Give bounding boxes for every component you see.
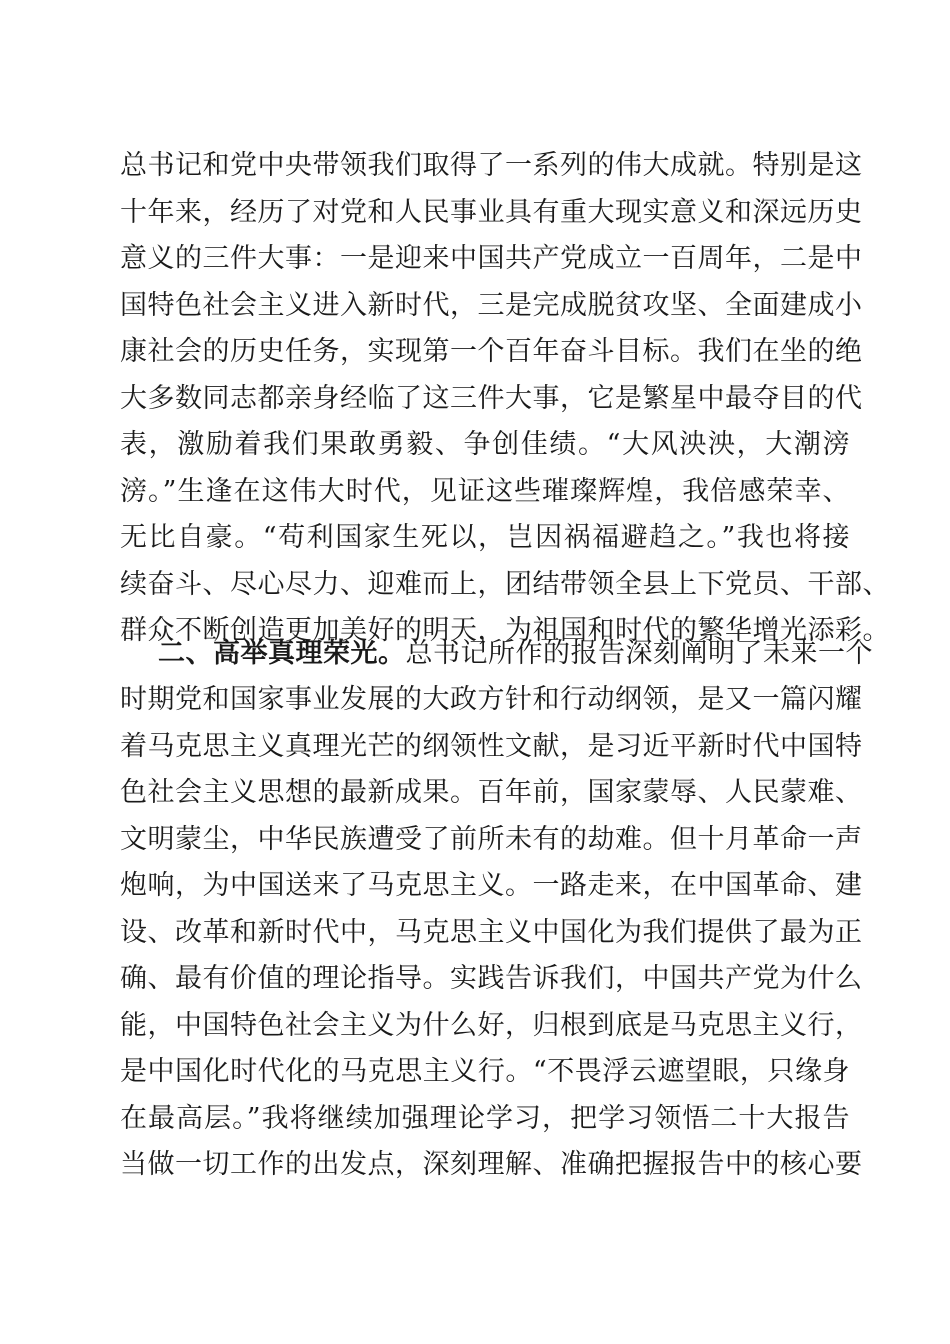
- section-2-line-10: 是中国化时代化的马克思主义行。“不畏浮云遮望眼，只缘身: [120, 1056, 850, 1087]
- text-line-10: 续奋斗、尽心尽力、迎难而上，团结带领全县上下党员、干部、: [120, 569, 890, 600]
- section-2-heading: 二、高举真理荣光。: [158, 638, 406, 669]
- section-2-first-line: [158, 631, 873, 677]
- text-line-4: 国特色社会主义进入新时代，三是完成脱贫攻坚、全面建成小: [120, 290, 863, 321]
- section-2-line-3: 着马克思主义真理光芒的纲领性文献，是习近平新时代中国特: [120, 731, 863, 762]
- text-line-11: 群众不断创造更加美好的明天，为祖国和时代的繁华增光添彩。: [120, 615, 890, 646]
- text-line-3: 意义的三件大事：一是迎来中国共产党成立一百周年，二是中: [120, 243, 863, 274]
- section-2-line-12: 当做一切工作的出发点，深刻理解、准确把握报告中的核心要: [120, 1149, 863, 1180]
- text-line-8: 滂。”生逢在这伟大时代，见证这些璀璨辉煌，我倍感荣幸、: [120, 476, 850, 507]
- text-line-2: 十年来，经历了对党和人民事业具有重大现实意义和深远历史: [120, 197, 863, 228]
- text-line-5: 康社会的历史任务，实现第一个百年奋斗目标。我们在坐的绝: [120, 336, 863, 367]
- section-2-line-4: 色社会主义思想的最新成果。百年前，国家蒙辱、人民蒙难、: [120, 777, 863, 808]
- section-2-line-9: 能，中国特色社会主义为什么好，归根到底是马克思主义行，: [120, 1010, 863, 1041]
- text-line-9: 无比自豪。“苟利国家生死以，岂因祸福避趋之。”我也将接: [120, 522, 850, 553]
- text-line-7: 表，激励着我们果敢勇毅、争创佳绩。“大风泱泱，大潮滂: [120, 429, 850, 460]
- section-2-line-2: 时期党和国家事业发展的大政方针和行动纲领，是又一篇闪耀: [120, 684, 863, 715]
- section-2-line-6: 炮响，为中国送来了马克思主义。一路走来，在中国革命、建: [120, 870, 863, 901]
- section-2-line-8: 确、最有价值的理论指导。实践告诉我们，中国共产党为什么: [120, 963, 863, 994]
- section-2-line-5: 文明蒙尘，中华民族遭受了前所未有的劫难。但十月革命一声: [120, 824, 863, 855]
- text-line-1: 总书记和党中央带领我们取得了一系列的伟大成就。特别是这: [120, 150, 863, 181]
- section-2-line-11: 在最高层。”我将继续加强理论学习，把学习领悟二十大报告: [120, 1103, 850, 1134]
- text-line-6: 大多数同志都亲身经临了这三件大事，它是繁星中最夺目的代: [120, 383, 863, 414]
- section-2-first-line-text: 总书记所作的报告深刻阐明了未来一个: [405, 638, 873, 669]
- section-2-line-7: 设、改革和新时代中，马克思主义中国化为我们提供了最为正: [120, 917, 863, 948]
